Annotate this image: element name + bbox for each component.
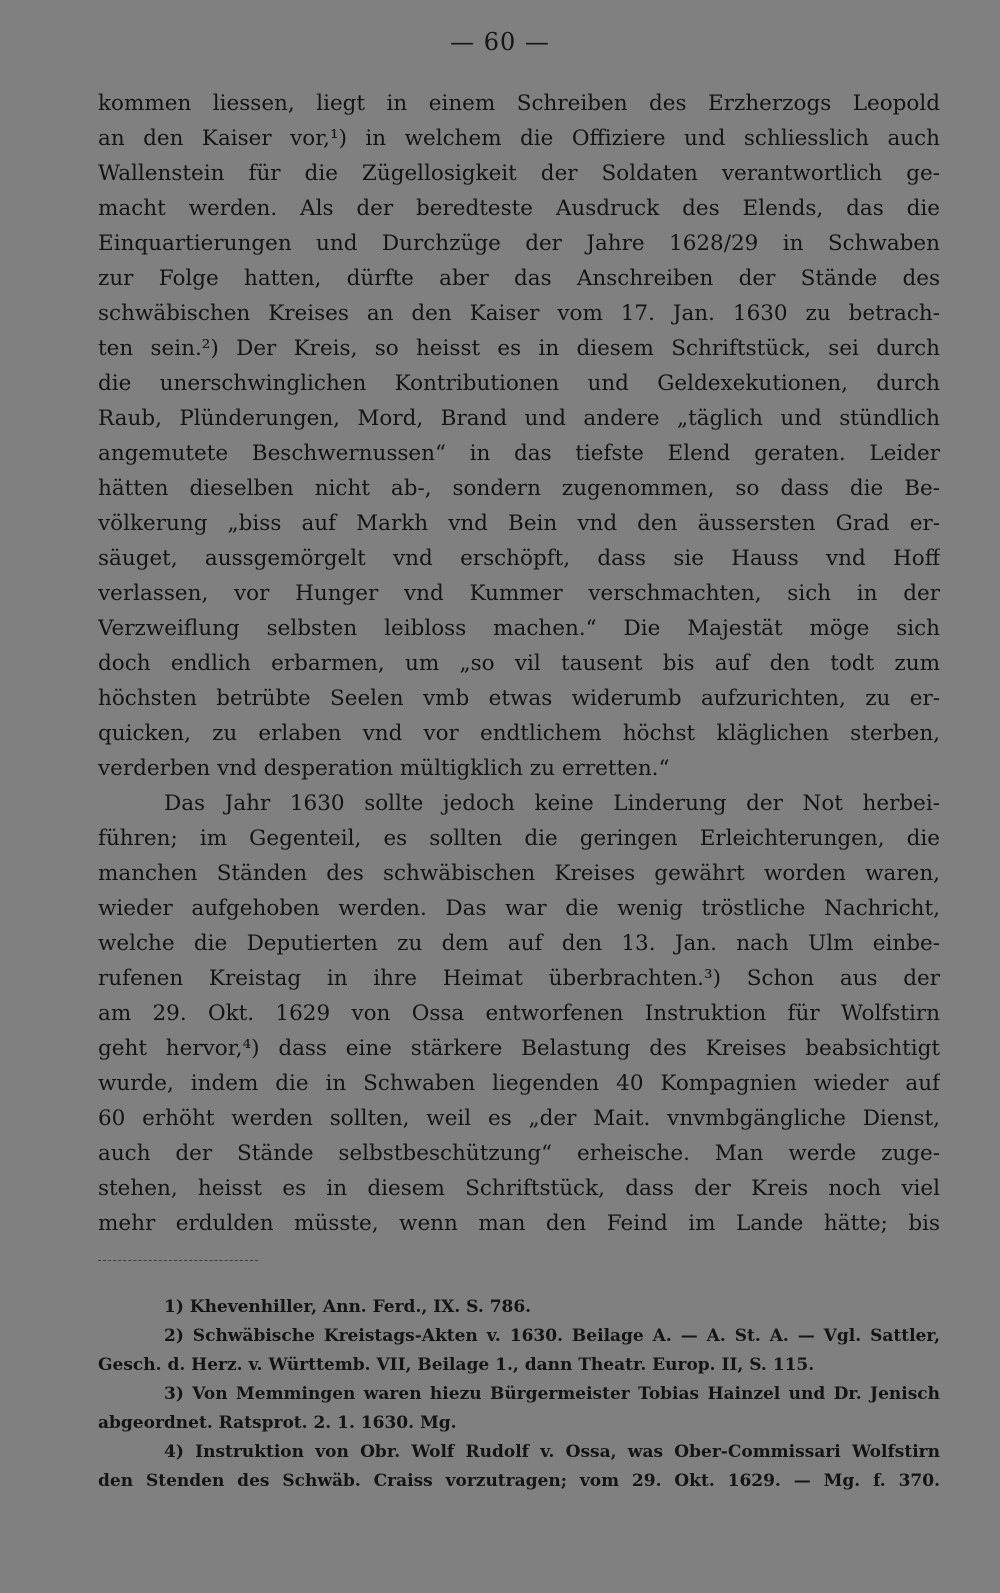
footnote-2-continued: Gesch. d. Herz. v. Württemb. VII, Beilage 1., dann Theatr. Europ. II, S. 115. (98, 1355, 815, 1375)
page-number: — 60 — (450, 28, 550, 56)
text-line: Verzweiflung selbsten leibloss machen.“ Die Majestät möge sich (98, 616, 940, 641)
text-line: verlassen, vor Hunger vnd Kummer verschmachten, sich in der (98, 581, 940, 606)
text-line: die unerschwinglichen Kontributionen und Geldexekutionen, durch (98, 371, 940, 396)
text-line: 60 erhöht werden sollten, weil es „der Mait. vnvmbgängliche Dienst, (98, 1106, 940, 1131)
paragraph-start-line: Das Jahr 1630 sollte jedoch keine Linderung der Not herbei- (164, 791, 940, 816)
text-line: führen; im Gegenteil, es sollten die geringen Erleichterungen, die (98, 826, 940, 851)
footnote-2: 2) Schwäbische Kreistags-Akten v. 1630. Beilage A. — A. St. A. — Vgl. Sattler, (164, 1326, 940, 1346)
text-line: welche die Deputierten zu dem auf den 13. Jan. nach Ulm einbe- (98, 931, 940, 956)
footnote-4: 4) Instruktion von Obr. Wolf Rudolf v. Ossa, was Ober-Commissari Wolfstirn (164, 1442, 940, 1462)
text-line: quicken, zu erlaben vnd vor endtlichem höchst kläglichen sterben, (98, 721, 940, 746)
text-line: verderben vnd desperation mültigklich zu erretten.“ (98, 756, 670, 781)
text-line: schwäbischen Kreises an den Kaiser vom 17. Jan. 1630 zu betrach- (98, 301, 940, 326)
text-line: völkerung „biss auf Markh vnd Bein vnd den äussersten Grad er- (98, 511, 940, 536)
text-line: Einquartierungen und Durchzüge der Jahre 1628/29 in Schwaben (98, 231, 940, 256)
text-line: macht werden. Als der beredteste Ausdruck des Elends, das die (98, 196, 940, 221)
text-line: Wallenstein für die Zügellosigkeit der Soldaten verantwortlich ge- (98, 161, 940, 186)
text-line: mehr erdulden müsste, wenn man den Feind im Lande hätte; bis (98, 1211, 940, 1236)
footnote-separator (98, 1260, 258, 1261)
text-line: zur Folge hatten, dürfte aber das Anschreiben der Stände des (98, 266, 940, 291)
text-line: angemutete Beschwernussen“ in das tiefste Elend geraten. Leider (98, 441, 940, 466)
text-line: Raub, Plünderungen, Mord, Brand und andere „täglich und stündlich (98, 406, 940, 431)
footnote-3: 3) Von Memmingen waren hiezu Bürgermeister Tobias Hainzel und Dr. Jenisch (164, 1384, 940, 1404)
main-text (98, 86, 940, 1241)
text-line: am 29. Okt. 1629 von Ossa entworfenen Instruktion für Wolfstirn (98, 1001, 940, 1026)
text-line: rufenen Kreistag in ihre Heimat überbrachten.³) Schon aus der (98, 966, 940, 991)
text-line: ten sein.²) Der Kreis, so heisst es in diesem Schriftstück, sei durch (98, 336, 940, 361)
text-line: manchen Ständen des schwäbischen Kreises gewährt worden waren, (98, 861, 940, 886)
text-line: höchsten betrübte Seelen vmb etwas widerumb aufzurichten, zu er- (98, 686, 940, 711)
text-line: doch endlich erbarmen, um „so vil tausent bis auf den todt zum (98, 651, 940, 676)
text-line: kommen liessen, liegt in einem Schreiben des Erzherzogs Leopold (98, 91, 940, 116)
footnote-3-continued: abgeordnet. Ratsprot. 2. 1. 1630. Mg. (98, 1413, 457, 1433)
text-line: stehen, heisst es in diesem Schriftstück, dass der Kreis noch viel (98, 1176, 940, 1201)
text-line: auch der Stände selbstbeschützung“ erheische. Man werde zuge- (98, 1141, 940, 1166)
footnote-1: 1) Khevenhiller, Ann. Ferd., IX. S. 786. (164, 1297, 532, 1317)
text-line: geht hervor,⁴) dass eine stärkere Belastung des Kreises beabsichtigt (98, 1036, 940, 1061)
footnotes (98, 1293, 940, 1496)
text-line: wurde, indem die in Schwaben liegenden 40 Kompagnien wieder auf (98, 1071, 940, 1096)
text-line: an den Kaiser vor,¹) in welchem die Offiziere und schliesslich auch (98, 126, 940, 151)
text-line: säuget, aussgemörgelt vnd erschöpft, dass sie Hauss vnd Hoff (98, 546, 940, 571)
text-line: wieder aufgehoben werden. Das war die wenig tröstliche Nachricht, (98, 896, 940, 921)
text-line: hätten dieselben nicht ab-, sondern zugenommen, so dass die Be- (98, 476, 940, 501)
footnote-4-continued: den Stenden des Schwäb. Craiss vorzutragen; vom 29. Okt. 1629. — Mg. f. 370. (98, 1471, 940, 1491)
